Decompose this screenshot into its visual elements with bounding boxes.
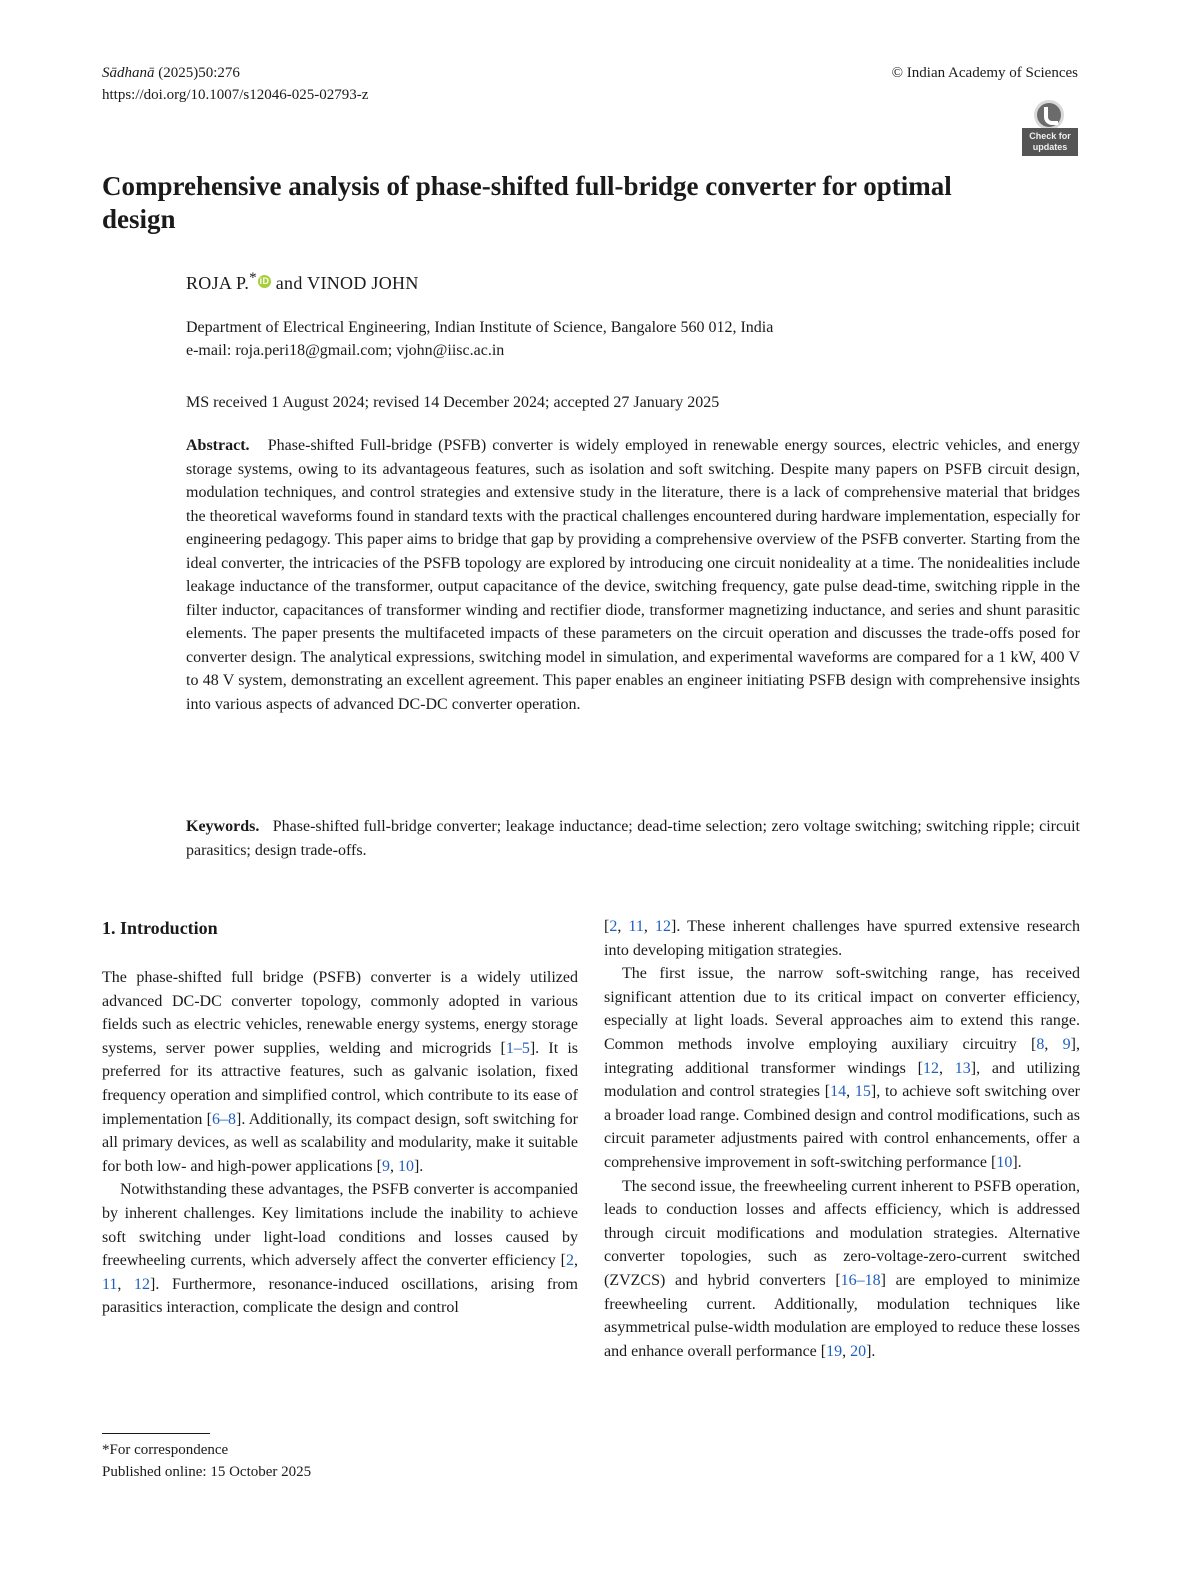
intro-paragraph-4: The second issue, the freewheeling current inherent to PSFB operation, leads to conduction losses and affects efficiency, which is addressed through circuit modifications and modulation strategies. Alternative converter topologies, such as zero-voltage-zero-current switched (ZVZCS) and hybrid converters [16–18] are employed to minimize freewheeling current. Additionally, modulation techniques like asymmetrical pulse-width modulation are employed to reduce these losses and enhance overall performance [19, 20]. bbox=[604, 1177, 1080, 1360]
footnote-divider bbox=[102, 1433, 210, 1434]
citation-link[interactable]: 19 bbox=[826, 1342, 843, 1360]
affiliation: Department of Electrical Engineering, Indian Institute of Science, Bangalore 560 012, India bbox=[186, 319, 774, 336]
citation-link[interactable]: 14 bbox=[830, 1083, 847, 1101]
author-conjunction: and bbox=[275, 273, 303, 293]
abstract-label: Abstract. bbox=[186, 437, 250, 454]
orcid-icon[interactable]: iD bbox=[259, 276, 270, 286]
doi-link[interactable]: https://doi.org/10.1007/s12046-025-02793-z bbox=[102, 87, 369, 103]
check-for-updates-label: Check for updates bbox=[1022, 128, 1078, 156]
citation-link[interactable]: 20 bbox=[850, 1342, 867, 1360]
author-1: ROJA P. bbox=[186, 273, 250, 293]
page-header-left bbox=[102, 62, 368, 106]
citation-link[interactable]: 10 bbox=[397, 1157, 414, 1175]
author-line bbox=[186, 266, 419, 295]
keywords bbox=[186, 815, 1080, 862]
affiliation-block bbox=[186, 316, 773, 362]
citation-link[interactable]: 10 bbox=[996, 1153, 1013, 1171]
journal-citation bbox=[102, 62, 368, 84]
section-heading-introduction: 1. Introduction bbox=[102, 918, 218, 938]
intro-paragraph-2: Notwithstanding these advantages, the PSFB converter is accompanied by inherent challenges. Key limitations include the inability to achieve soft switching under light-load conditions and losses caused by freewheeling currents, which adversely affect the converter efficiency [2, 11, 12]. Furthermore, resonance-induced oscillations, arising from parasitics interaction, complicate the design and control bbox=[102, 1181, 578, 1317]
citation-link[interactable]: 16–18 bbox=[840, 1271, 881, 1289]
citation-link[interactable]: 11 bbox=[628, 918, 644, 935]
citation-link[interactable]: 9 bbox=[1062, 1035, 1071, 1053]
citation-link[interactable]: 12 bbox=[922, 1059, 939, 1077]
keywords-text: Phase-shifted full-bridge converter; leakage inductance; dead-time selection; zero voltage switching; switching ripple; circuit parasitics; design trade-offs. bbox=[186, 818, 1080, 859]
paper-title: Comprehensive analysis of phase-shifted full-bridge converter for optimal design bbox=[102, 171, 952, 234]
citation-link[interactable]: 12 bbox=[134, 1275, 151, 1293]
citation-link[interactable]: 8 bbox=[1036, 1035, 1045, 1053]
intro-paragraph-1: The phase-shifted full bridge (PSFB) converter is a widely utilized advanced DC-DC converter topology, commonly adopted in various fields such as electric vehicles, renewable energy systems, energy storage systems, server power supplies, welding and microgrids [1–5]. It is preferred for its attractive features, such as galvanic isolation, fixed frequency operation and simplified control, which contribute to its ease of implementation [6–8]. Additionally, its compact design, soft switching for all primary devices, as well as scalability and modularity, make it suitable for both low- and high-power applications [9, 10]. bbox=[102, 969, 579, 1175]
citation-link[interactable]: 6–8 bbox=[212, 1110, 236, 1128]
publication-date: Published online: 15 October 2025 bbox=[102, 1464, 312, 1480]
citation-link[interactable]: 11 bbox=[102, 1275, 118, 1293]
body-column-left bbox=[102, 916, 578, 1320]
citation-link[interactable]: 15 bbox=[854, 1083, 871, 1101]
citation-link[interactable]: 1–5 bbox=[505, 1039, 530, 1057]
citation-link[interactable]: 2 bbox=[566, 1252, 574, 1270]
citation-link[interactable]: 13 bbox=[954, 1059, 971, 1077]
body-column-right bbox=[604, 915, 1080, 1363]
volume-info: (2025)50:276 bbox=[158, 65, 240, 81]
correspondence-footnote: *For correspondence bbox=[102, 1442, 229, 1458]
citation-link[interactable]: 2 bbox=[609, 918, 618, 935]
abstract bbox=[186, 434, 1080, 716]
email-line: e-mail: roja.peri18@gmail.com; vjohn@iisc.ac.in bbox=[186, 342, 505, 359]
intro-paragraph-2-continued: [2, 11, 12]. These inherent challenges have spurred extensive research into developing mitigation strategies. bbox=[604, 918, 1081, 959]
abstract-text: Phase-shifted Full-bridge (PSFB) converter is widely employed in renewable energy sources, electric vehicles, and energy storage systems, owing to its advantageous features, such as isolation and soft switching. Despite many papers on PSFB circuit design, modulation techniques, and control strategies and extensive study in the literature, there is a lack of comprehensive material that bridges the theoretical waveforms found in standard texts with the practical challenges encountered during hardware implementation, especially for engineering pedagogy. This paper aims to bridge that gap by providing a comprehensive overview of the PSFB converter. Starting from the ideal converter, the intricacies of the PSFB topology are explored by introducing one circuit nonideality at a time. The nonidealities include leakage inductance of the transformer, output capacitance of the device, switching frequency, gate pulse dead-time, switching ripple in the filter inductor, capacitances of transformer winding and rectifier diode, transformer magnetizing inductance, and series and shunt parasitic elements. The paper presents the multifaceted impacts of these parameters on the circuit operation and discusses the trade-offs posed for converter design. The analytical expressions, switching model in simulation, and experimental waveforms are compared for a 1 kW, 400 V to 48 V system, demonstrating an excellent agreement. This paper enables an engineer initiating PSFB design with comprehensive insights into various aspects of advanced DC-DC converter operation. bbox=[186, 437, 1081, 713]
manuscript-dates: MS received 1 August 2024; revised 14 December 2024; accepted 27 January 2025 bbox=[186, 394, 720, 411]
intro-paragraph-3: The first issue, the narrow soft-switching range, has received significant attention due to its critical impact on converter efficiency, especially at light loads. Several approaches aim to extend this range. Common methods involve employing auxiliary circuitry [8, 9], integrating additional transformer windings [12, 13], and utilizing modulation and control strategies [14, 15], to achieve soft switching over a broader load range. Combined design and control modifications, such as circuit parameter adjustments paired with control enhancements, offer a comprehensive improvement in soft-switching performance [10]. bbox=[604, 965, 1081, 1171]
citation-link[interactable]: 12 bbox=[655, 918, 672, 935]
check-for-updates-badge[interactable] bbox=[1020, 98, 1080, 158]
correspondence-mark: * bbox=[249, 270, 257, 286]
keywords-label: Keywords. bbox=[186, 818, 260, 835]
copyright-notice: © Indian Academy of Sciences bbox=[891, 65, 1078, 81]
check-for-updates-icon bbox=[1034, 100, 1064, 130]
author-2: VINOD JOHN bbox=[307, 273, 419, 293]
citation-link[interactable]: 9 bbox=[381, 1157, 390, 1175]
journal-name: Sādhanā bbox=[102, 65, 155, 81]
